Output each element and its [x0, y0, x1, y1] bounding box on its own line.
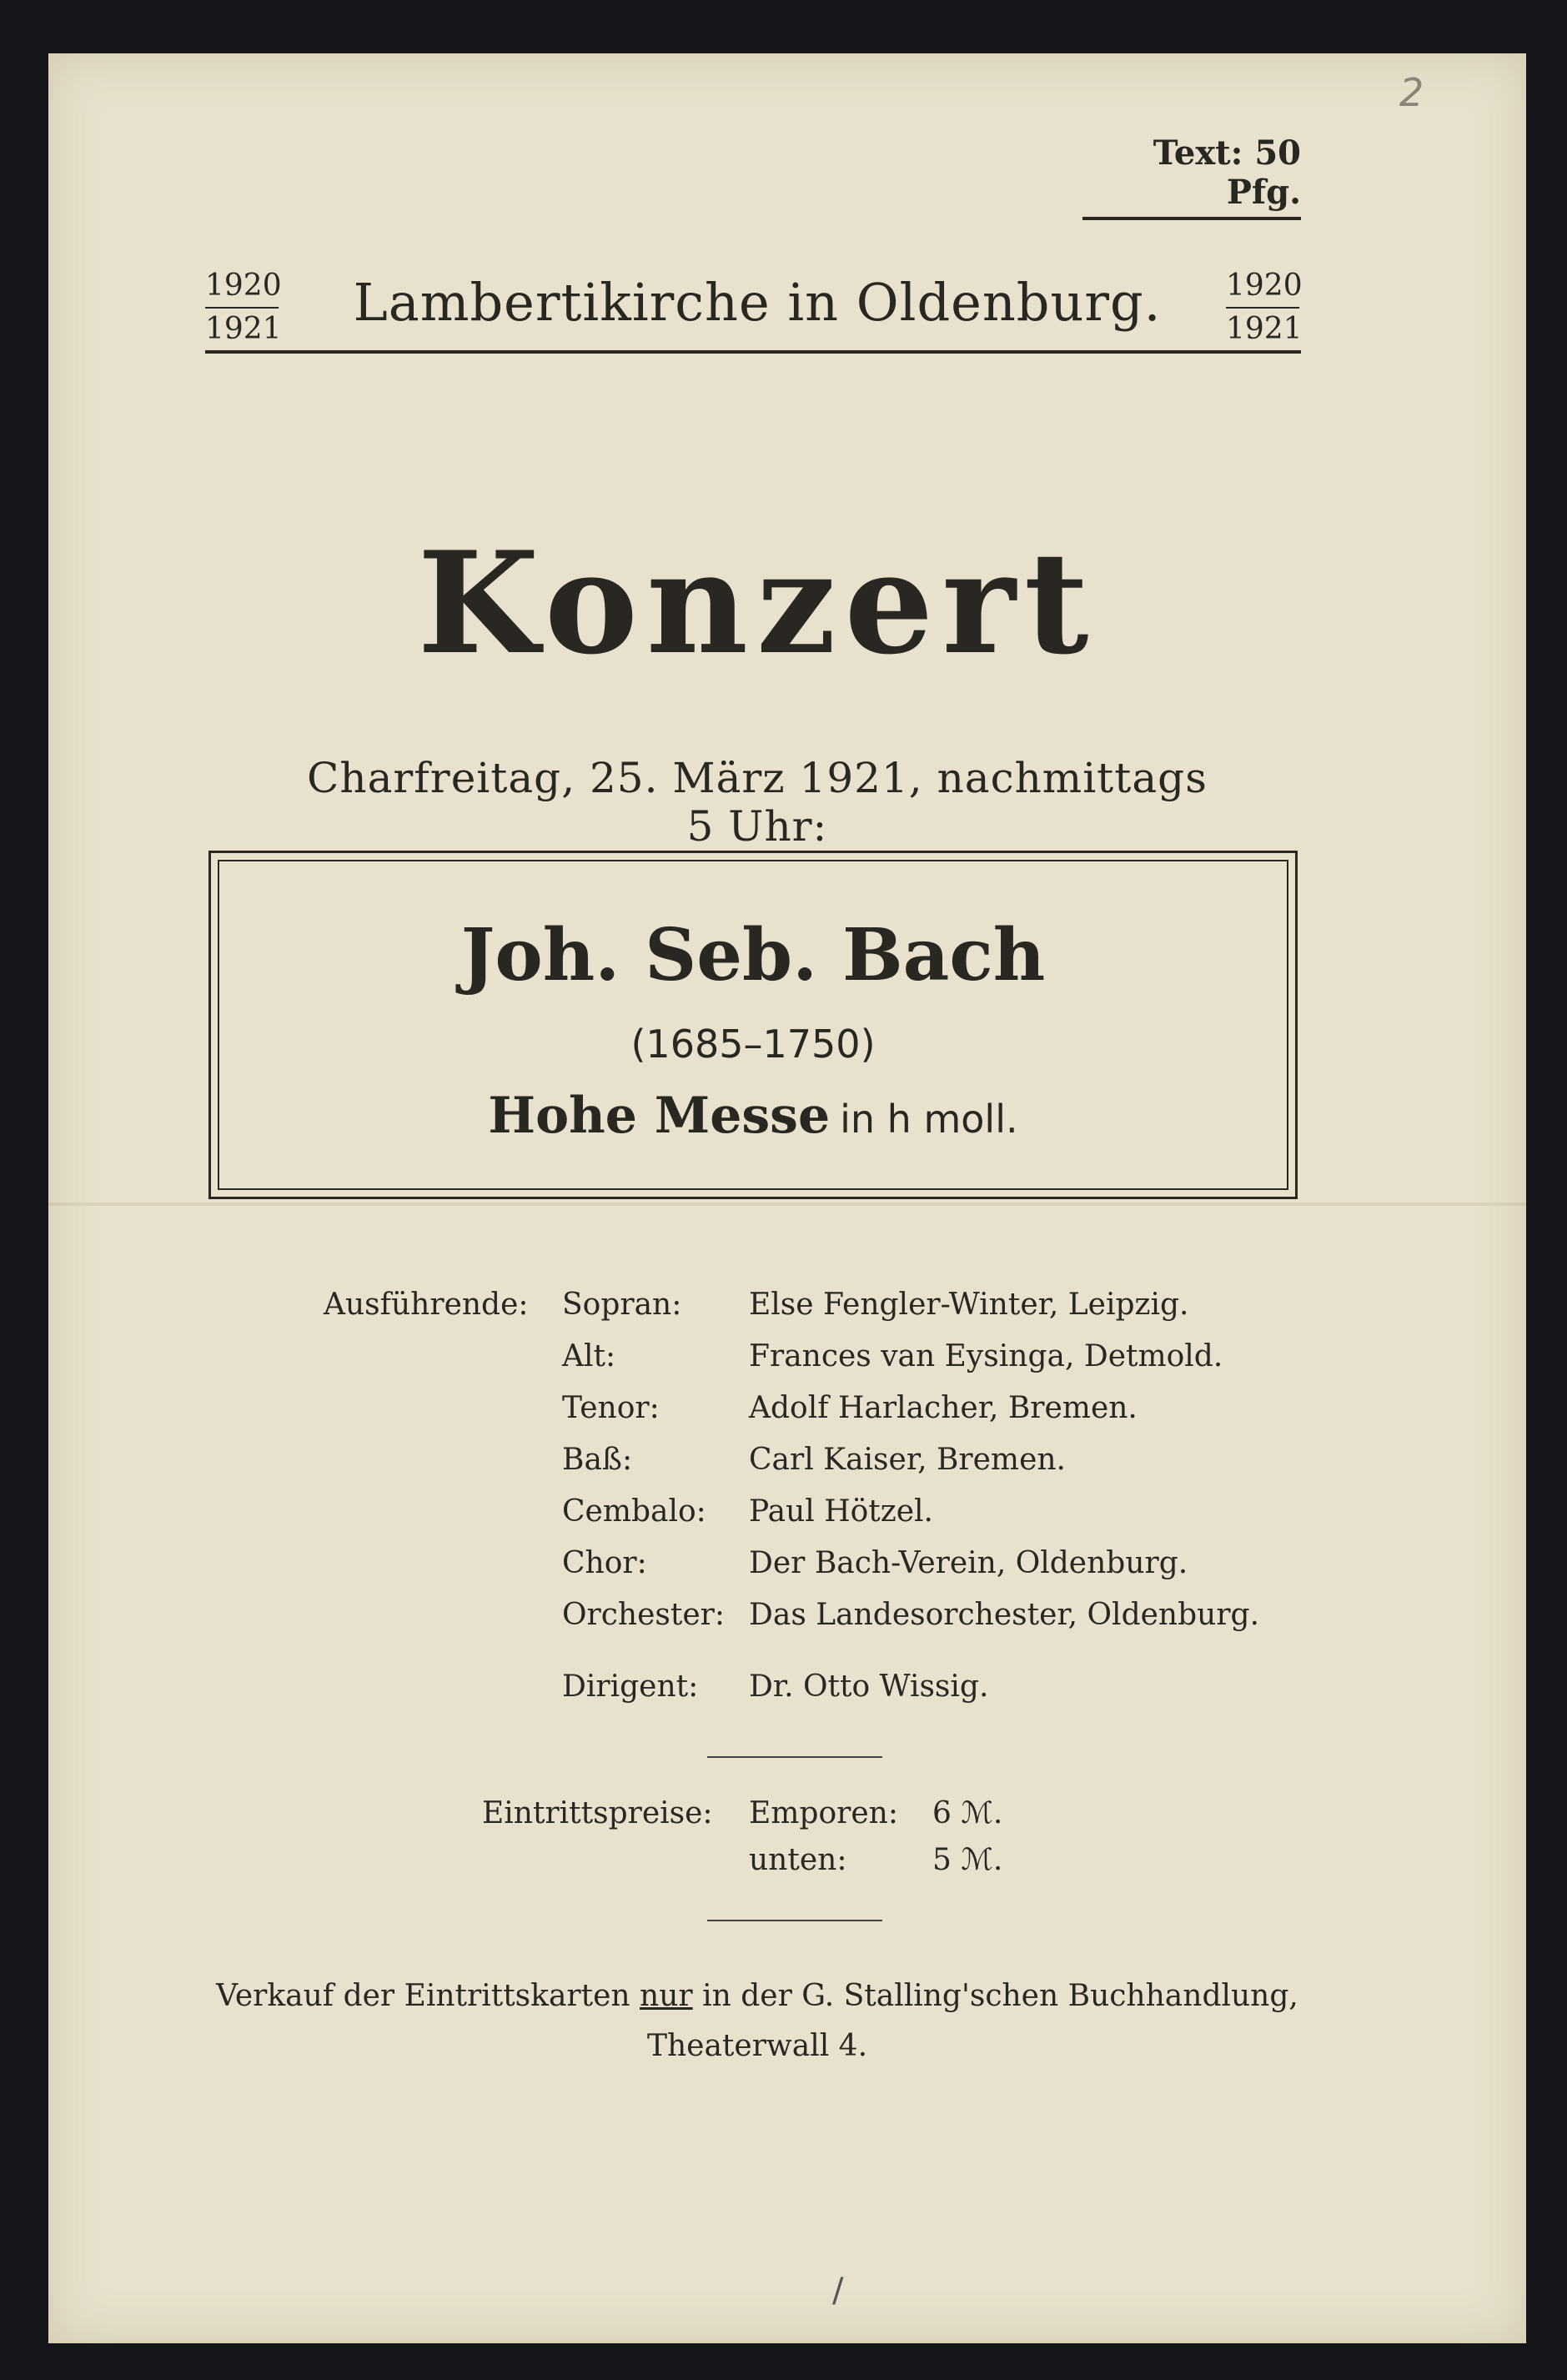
performer-name: Paul Hötzel. [749, 1494, 933, 1529]
year-left-top: 1920 [205, 265, 279, 309]
concert-title: Konzert [417, 520, 1097, 685]
performer-role: Tenor: [562, 1391, 660, 1425]
performer-name: Das Landesorchester, Oldenburg. [749, 1598, 1260, 1632]
divider-short [707, 1756, 882, 1758]
work-box [208, 851, 1298, 1199]
performer-name: Carl Kaiser, Bremen. [749, 1443, 1067, 1477]
text-price: Text: 50 Pfg. [1082, 133, 1301, 220]
prices-label: Eintrittspreise: [482, 1796, 713, 1830]
conductor-name: Dr. Otto Wissig. [749, 1670, 989, 1704]
performer-name: Der Bach-Verein, Oldenburg. [749, 1546, 1188, 1580]
performer-role: Sopran: [562, 1288, 682, 1322]
price-amount: 6 ℳ. [932, 1796, 1003, 1830]
divider-short [707, 1920, 882, 1921]
performer-name: Else Fengler-Winter, Leipzig. [749, 1288, 1189, 1322]
program-sheet [48, 53, 1526, 2343]
church-heading: Lambertikirche in Oldenburg. [353, 272, 1162, 333]
performer-role: Alt: [562, 1339, 616, 1373]
years-right [1226, 265, 1303, 350]
price-amount: 5 ℳ. [932, 1843, 1003, 1877]
bottom-pencil-mark: / [832, 2272, 844, 2310]
paper-fold [48, 1203, 1526, 1206]
performer-name: Adolf Harlacher, Bremen. [749, 1391, 1138, 1425]
performers-label: Ausführende: [324, 1288, 529, 1322]
years-left [205, 265, 282, 350]
header-rule [205, 350, 1301, 354]
performer-name: Frances van Eysinga, Detmold. [749, 1339, 1223, 1373]
sale-text-underlined: nur [640, 1979, 693, 2013]
year-right-top: 1920 [1226, 265, 1299, 309]
work-key: in h moll. [840, 1097, 1018, 1142]
sale-line-2: Theaterwall 4. [646, 2029, 868, 2063]
work-title [219, 1087, 1287, 1145]
pencil-page-number: 2 [1399, 70, 1424, 115]
conductor-role: Dirigent: [562, 1670, 699, 1704]
price-seat: unten: [749, 1843, 847, 1877]
sale-text-pre: Verkauf der Eintrittskarten [216, 1979, 630, 2013]
work-box-inner [218, 860, 1288, 1190]
lifespan: (1685–1750) [630, 1022, 876, 1067]
composer: Joh. Seb. Bach [460, 913, 1046, 997]
work-name: Hohe Messe [488, 1087, 831, 1145]
sale-text-post: in der G. Stalling'schen Buchhandlung, [702, 1979, 1298, 2013]
year-left-bottom: 1921 [205, 312, 282, 346]
ticket-sale-note [198, 1971, 1316, 2071]
performer-role: Baß: [562, 1443, 633, 1477]
sale-line-1 [198, 1971, 1316, 2021]
performer-role: Cembalo: [562, 1494, 706, 1529]
concert-date: Charfreitag, 25. März 1921, nachmittags 5 Uhr: [307, 754, 1208, 851]
year-right-bottom: 1921 [1226, 312, 1303, 346]
performer-role: Chor: [562, 1546, 647, 1580]
price-seat: Emporen: [749, 1796, 898, 1830]
performer-role: Orchester: [562, 1598, 725, 1632]
